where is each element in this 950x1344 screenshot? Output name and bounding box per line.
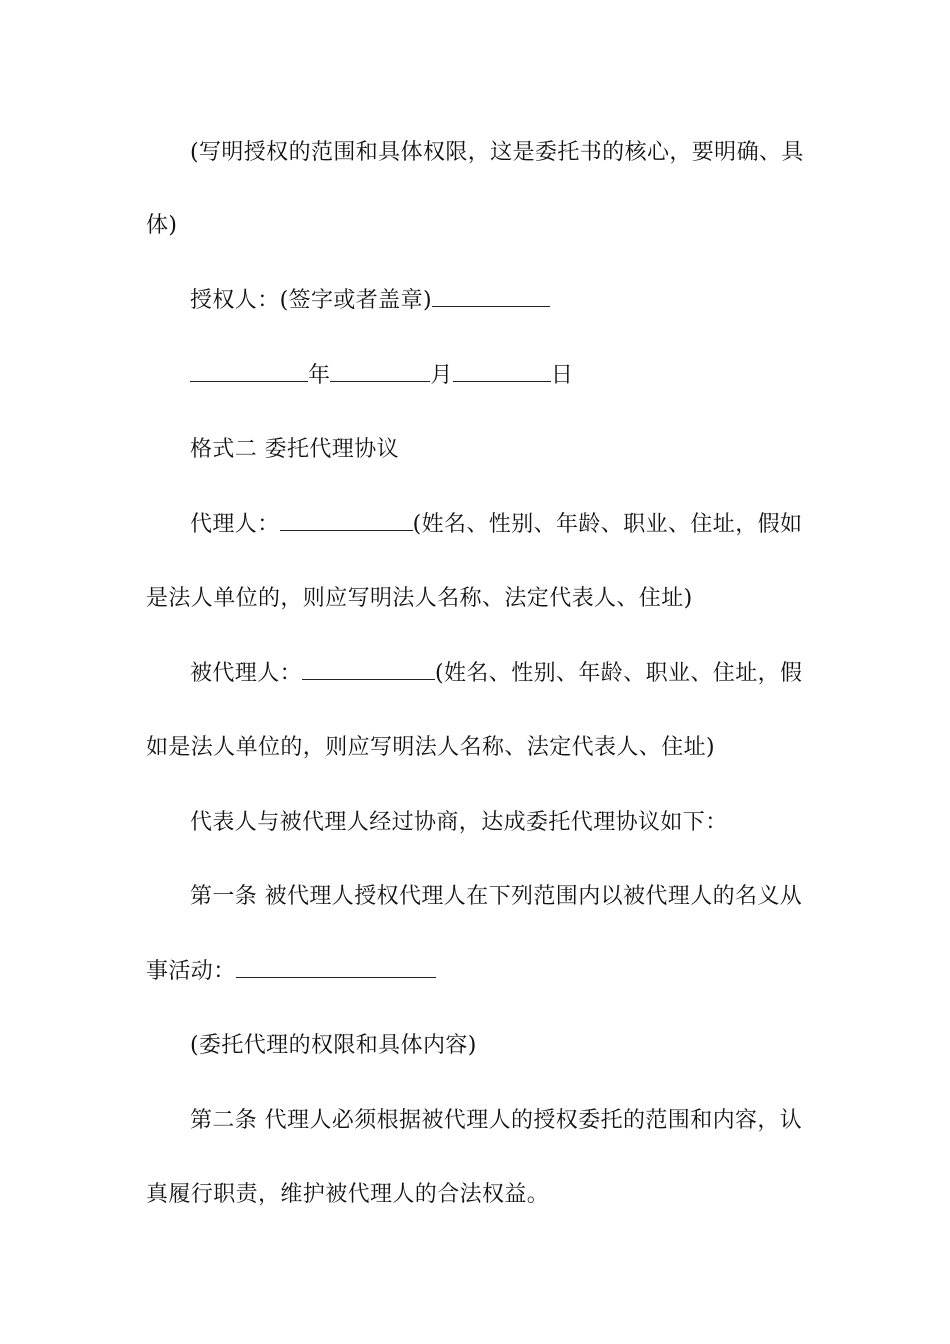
signature-label: 授权人：(签字或者盖章): [190, 288, 432, 313]
month-label: 月: [430, 363, 453, 388]
agent-line-2: 是法人单位的，则应写明法人名称、法定代表人、住址): [146, 586, 693, 611]
principal-note: (姓名、性别、年龄、职业、住址，假: [435, 661, 803, 686]
principal-line-2: 如是法人单位的，则应写明法人名称、法定代表人、住址): [146, 735, 715, 760]
article-1-label: 事活动：: [146, 959, 236, 984]
date-line: [190, 361, 573, 391]
article-1-line-2: [146, 957, 436, 987]
year-blank[interactable]: [190, 361, 308, 382]
principal-label: 被代理人：: [190, 661, 303, 686]
article-1-blank[interactable]: [236, 957, 436, 978]
agent-line-1: [190, 510, 802, 540]
month-blank[interactable]: [330, 361, 430, 382]
agent-blank[interactable]: [280, 510, 413, 531]
article-1-note: (委托代理的权限和具体内容): [190, 1033, 477, 1058]
principal-blank[interactable]: [302, 659, 435, 680]
day-blank[interactable]: [453, 361, 551, 382]
scope-note-line-1: (写明授权的范围和具体权限，这是委托书的核心，要明确、具: [190, 140, 804, 165]
section-heading: 格式二 委托代理协议: [190, 437, 399, 462]
signature-line: [190, 286, 550, 316]
signature-blank[interactable]: [432, 286, 550, 307]
agent-label: 代理人：: [190, 512, 280, 537]
year-label: 年: [308, 363, 331, 388]
article-2-line-1: 第二条 代理人必须根据被代理人的授权委托的范围和内容，认: [190, 1108, 803, 1133]
article-1-line-1: 第一条 被代理人授权代理人在下列范围内以被代理人的名义从: [190, 884, 803, 909]
principal-line-1: [190, 659, 802, 689]
day-label: 日: [550, 363, 574, 388]
scope-note-line-2: 体): [146, 213, 178, 238]
agreement-intro: 代表人与被代理人经过协商，达成委托代理协议如下：: [190, 810, 728, 835]
agent-note: (姓名、性别、年龄、职业、住址，假如: [412, 512, 803, 537]
article-2-line-2: 真履行职责，维护被代理人的合法权益。: [146, 1182, 550, 1207]
